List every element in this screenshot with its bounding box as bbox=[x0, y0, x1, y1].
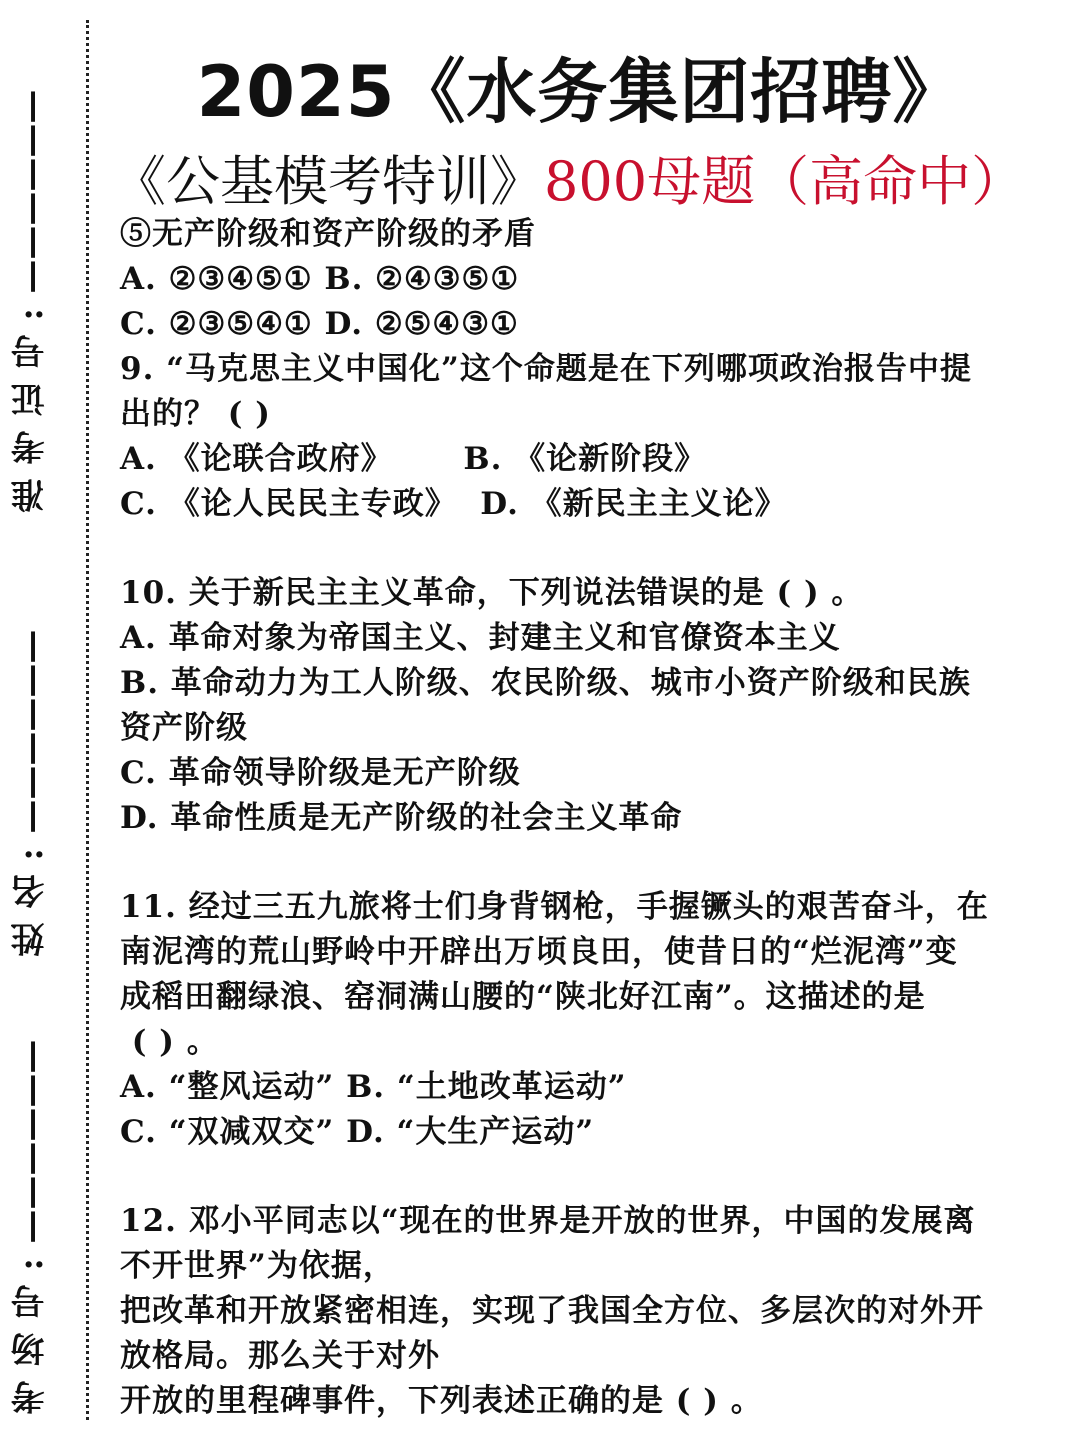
spacer bbox=[120, 841, 1062, 885]
q12-stem-line-2: 不开世界”为依据， bbox=[120, 1248, 395, 1284]
q11-options-ab: A. “整风运动” B. “土地改革运动” bbox=[120, 1069, 627, 1105]
page-title: 2025《水务集团招聘》 bbox=[196, 51, 964, 133]
q8-option-5: ⑤无产阶级和资产阶级的矛盾 bbox=[120, 216, 536, 252]
q12-stem-line-5: 开放的里程碑事件，下列表述正确的是 ( ) 。 bbox=[120, 1383, 763, 1419]
subtitle-red: 800母题（高命中） bbox=[544, 150, 1026, 213]
q11-options-cd: C. “双减双交” D. “大生产运动” bbox=[120, 1114, 595, 1150]
q10-option-b-line-1: B. 革命动力为工人阶级、农民阶级、城市小资产阶级和民族 bbox=[120, 665, 971, 701]
q11-stem-line-4: ( ) 。 bbox=[120, 1024, 219, 1060]
subtitle-black: 《公基模考特训》 bbox=[112, 150, 544, 213]
room-field bbox=[6, 1040, 76, 1415]
q10-option-a: A. 革命对象为帝国主义、封建主义和官僚资本主义 bbox=[120, 620, 841, 656]
q9-stem-line-1: 9. “马克思主义中国化”这个命题是在下列哪项政治报告中提 bbox=[120, 351, 972, 387]
spacer bbox=[120, 527, 1062, 571]
room-blank: —————— bbox=[11, 1040, 51, 1244]
question-content bbox=[120, 212, 1062, 1424]
q9-options-cd: C. 《论人民民主专政》 D. 《新民主主义论》 bbox=[120, 486, 787, 522]
exam-id-blank: —————— bbox=[11, 90, 51, 294]
name-blank: —————— bbox=[11, 630, 51, 834]
room-label: 考场号: bbox=[11, 1244, 51, 1415]
spacer bbox=[120, 1155, 1062, 1199]
q10-stem: 10. 关于新民主主义革命，下列说法错误的是 ( ) 。 bbox=[120, 575, 864, 611]
q8-options-cd: C. ②③⑤④① D. ②⑤④③① bbox=[120, 306, 519, 342]
q12-stem-line-3: 把改革和开放紧密相连，实现了我国全方位、多层次的对外开 bbox=[120, 1293, 984, 1329]
name-field bbox=[6, 630, 76, 957]
q10-option-d: D. 革命性质是无产阶级的社会主义革命 bbox=[120, 800, 683, 836]
q11-stem-line-2: 南泥湾的荒山野岭中开辟出万顷良田，使昔日的“烂泥湾”变 bbox=[120, 934, 958, 970]
q10-option-c: C. 革命领导阶级是无产阶级 bbox=[120, 755, 521, 791]
exam-id-field bbox=[6, 90, 76, 513]
exam-id-label: 准考证号: bbox=[11, 294, 51, 513]
q12-stem-line-1: 12. 邓小平同志以“现在的世界是开放的世界，中国的发展离 bbox=[120, 1203, 976, 1239]
q9-stem-line-2: 出的？ ( ) bbox=[120, 396, 271, 432]
q9-options-ab: A. 《论联合政府》 B. 《论新阶段》 bbox=[120, 441, 707, 477]
q12-stem-line-4: 放格局。那么关于对外 bbox=[120, 1338, 440, 1374]
q10-option-b-line-2: 资产阶级 bbox=[120, 710, 248, 746]
q11-stem-line-3: 成稻田翻绿浪、窑洞满山腰的“陕北好江南”。这描述的是 bbox=[120, 979, 926, 1015]
binding-dotted-line bbox=[86, 20, 89, 1420]
q11-stem-line-1: 11. 经过三五九旅将士们身背钢枪，手握镢头的艰苦奋斗，在 bbox=[120, 889, 989, 925]
name-label: 姓名: bbox=[11, 834, 51, 957]
q8-options-ab: A. ②③④⑤① B. ②④③⑤① bbox=[120, 261, 520, 297]
